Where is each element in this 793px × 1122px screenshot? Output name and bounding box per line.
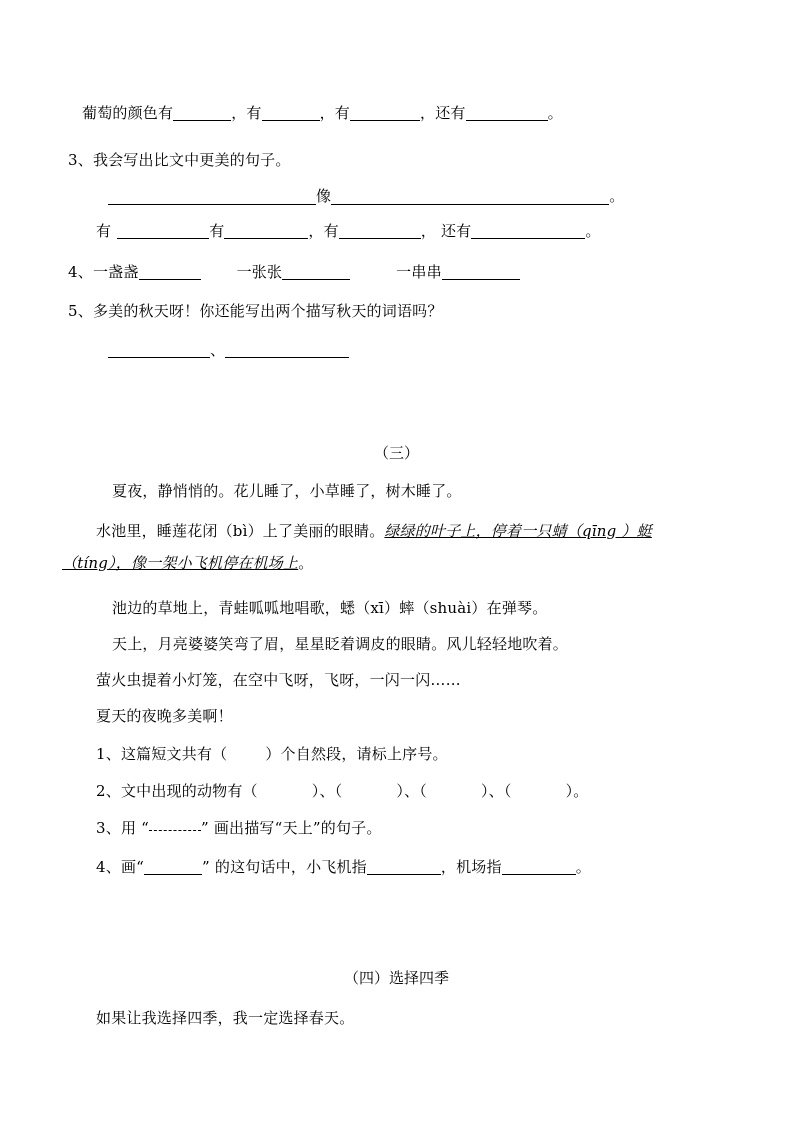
section-three-question-1-after: ）个自然段，请标上序号。 [265, 745, 448, 763]
grape-color-prefix: 葡萄的颜色有 [82, 104, 174, 122]
section-three-passage-line-3: 天上，月亮婆婆笑弯了眉，星星眨着调皮的眼睛。风儿轻轻地吹着。 [112, 635, 569, 653]
section-three-question-3-before: 用 “ [120, 819, 149, 837]
section-four-heading: （四）选择四季 [343, 969, 449, 987]
blank-pattern-1[interactable] [117, 223, 209, 239]
section-three-question-1-number: 1、 [96, 745, 121, 763]
dashed-underline-mark [149, 821, 201, 831]
blank-classifier-c[interactable] [442, 264, 520, 280]
section-three-question-2-mid-2: ）、（ [396, 782, 427, 800]
classifier-a: 一盏盏 [92, 263, 139, 281]
blank-grape-2[interactable] [262, 105, 320, 121]
section-four-first-line: 如果让我选择四季，我一定选择春天。 [96, 1009, 355, 1027]
section-three-question-1-before: 这篇短文共有（ [120, 745, 228, 763]
section-three-question-4 [96, 857, 591, 877]
section-three-question-4-end: 。 [575, 858, 591, 876]
section-three-question-4-number: 4、 [96, 858, 121, 876]
section-three-question-2-number: 2、 [96, 782, 121, 800]
grape-color-fill-line [82, 103, 563, 123]
section-three-question-3-after: ” 画出描写“天上”的句子。 [201, 819, 382, 837]
question-3-pattern-line [96, 221, 601, 241]
blank-pattern-3[interactable] [339, 223, 421, 239]
section-three-question-2 [96, 781, 589, 801]
section-three-heading: （三） [373, 444, 419, 462]
section-three-underlined-paragraph-row1 [96, 521, 652, 541]
simile-period: 。 [609, 187, 625, 205]
classifier-b: 一张张 [236, 263, 283, 281]
question-3 [68, 150, 291, 170]
grape-color-sep-2: ，有 [319, 104, 351, 122]
blank-classifier-b[interactable] [282, 264, 350, 280]
question-4-number: 4、 [68, 263, 93, 281]
question-5-separator: 、 [210, 341, 226, 359]
blank-pattern-4[interactable] [471, 223, 585, 239]
blank-grape-4[interactable] [466, 105, 548, 121]
section-three-question-2-end: ）。 [565, 782, 589, 800]
simile-word: 像 [316, 187, 332, 205]
section-three-passage-line-2: 池边的草地上，青蛙呱呱地唱歌，蟋（xī）蟀（shuài）在弹琴。 [112, 599, 548, 617]
blank-pattern-2[interactable] [224, 223, 308, 239]
pattern-word-3: ，有 [308, 222, 339, 240]
section-three-question-3-number: 3、 [96, 819, 121, 837]
classifier-c: 一串串 [396, 263, 442, 281]
section-three-question-2-mid-3: ）、（ [480, 782, 512, 800]
blank-grape-3[interactable] [350, 105, 420, 121]
underlined-sentence-period: 。 [298, 554, 314, 572]
section-three-passage-line-5: 夏天的夜晚多美啊！ [96, 707, 233, 725]
question-3-number: 3、 [68, 151, 93, 169]
question-5 [68, 301, 443, 321]
question-5-number: 5、 [68, 302, 93, 320]
pattern-word-1: 有 [96, 222, 112, 240]
grape-color-period: 。 [547, 104, 563, 122]
section-three-question-3 [96, 818, 382, 838]
question-3-answer-line [108, 186, 624, 206]
section-three-question-2-before: 文中出现的动物有（ [120, 782, 258, 800]
section-three-passage-line-4: 萤火虫提着小灯笼，在空中飞呀，飞呀，一闪一闪…… [96, 671, 461, 689]
blank-classifier-a[interactable] [139, 264, 201, 280]
underlined-sentence-part-2: （tíng），像一架小飞机停在机场上 [62, 554, 299, 572]
solid-underline-mark [144, 859, 202, 875]
pattern-word-4: ， 还有 [420, 222, 472, 240]
section-three-question-4-before: 画“ [120, 858, 145, 876]
question-5-answer-line [108, 340, 349, 360]
underlined-sentence-part-1: 绿绿的叶子上，停着一只蜻（qīng ）蜓 [384, 522, 652, 540]
section-three-passage-line-1: 夏夜，静悄悄的。花儿睡了，小草睡了，树木睡了。 [112, 482, 462, 500]
blank-simile-left[interactable] [108, 188, 316, 205]
blank-grape-1[interactable] [173, 105, 231, 121]
blank-airplane-meaning[interactable] [367, 859, 441, 875]
blank-autumn-word-2[interactable] [225, 342, 349, 358]
blank-autumn-word-1[interactable] [108, 342, 210, 358]
section-three-question-1 [96, 744, 448, 764]
question-3-text: 我会写出比文中更美的句子。 [92, 151, 291, 169]
pattern-word-2: 有 [209, 222, 225, 240]
underlined-paragraph-lead: 水池里，睡莲花闭（bì）上了美丽的眼睛。 [96, 522, 385, 540]
question-4-classifiers [68, 262, 520, 282]
grape-color-sep-3: ，还有 [420, 104, 466, 122]
blank-simile-right[interactable] [331, 188, 609, 205]
section-three-underlined-paragraph-row2 [62, 553, 313, 573]
blank-airport-meaning[interactable] [502, 859, 576, 875]
section-three-question-4-mid: ” 的这句话中，小飞机指 [202, 858, 367, 876]
question-5-text: 多美的秋天呀！你还能写出两个描写秋天的词语吗？ [92, 302, 443, 320]
section-three-question-4-mid2: ，机场指 [440, 858, 502, 876]
section-three-question-2-mid-1: ）、（ [311, 782, 343, 800]
grape-color-sep-1: ，有 [231, 104, 262, 122]
pattern-period: 。 [585, 222, 601, 240]
